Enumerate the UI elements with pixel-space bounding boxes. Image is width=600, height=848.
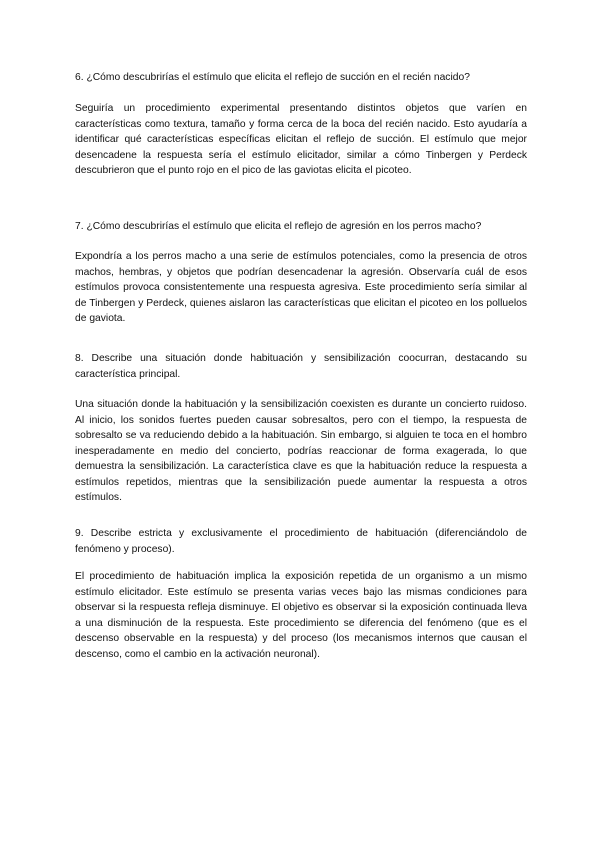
question-6: 6. ¿Cómo descubrirías el estímulo que elicita el reflejo de succión en el recién nacido?: [75, 72, 470, 83]
answer-6: Seguiría un procedimiento experimental presentando distintos objetos que varíen en características como textura, tamaño y forma cerca de la boca del recién nacido. Esto ayudaría a identificar qué características específicas elicitan el reflejo de succión. El estímulo que mejor desencadene la respuesta sería el estímulo elicitador, similar a cómo Tinbergen y Perdeck descubrieron que el punto rojo en el pico de las gaviotas elicita el picoteo.: [75, 103, 527, 176]
answer-8: Una situación donde la habituación y la sensibilización coexisten es durante un concierto ruidoso. Al inicio, los sonidos fuertes pueden causar sobresaltos, pero con el tiempo, la respuesta de sobresalto se va reduciendo debido a la habituación. Sin embargo, si alguien te toca en el hombro inesperadamente en medio del concierto, podrías reaccionar de forma exagerada, lo que demuestra la sensibilización. La característica clave es que la habituación reduce la respuesta a estímulos repetidos, mientras que la sensibilización puede aumentar la respuesta a otros estímulos.: [75, 399, 527, 503]
question-7: 7. ¿Cómo descubrirías el estímulo que elicita el reflejo de agresión en los perros macho?: [75, 221, 482, 232]
question-9: 9. Describe estricta y exclusivamente el procedimiento de habituación (diferenciándolo de fenómeno y proceso).: [75, 528, 527, 555]
answer-7: Expondría a los perros macho a una serie de estímulos potenciales, como la presencia de otros machos, hembras, y objetos que podrían desencadenar la agresión. Observaría cuál de esos estímulos provoca consistentemente una respuesta agresiva. Este procedimiento sería similar al de Tinbergen y Perdeck, quienes aislaron las características que elicitan el picoteo en los polluelos de gaviota.: [75, 251, 527, 324]
question-8: 8. Describe una situación donde habituación y sensibilización coocurran, destacando su característica principal.: [75, 353, 527, 380]
answer-9: El procedimiento de habituación implica la exposición repetida de un organismo a un mismo estímulo elicitador. Este estímulo se presenta varias veces bajo las mismas condiciones para observar si la respuesta refleja disminuye. El objetivo es observar si la exposición continuada lleva a una disminución de la respuesta. Este procedimiento se diferencia del fenómeno (que es el descenso observable en la respuesta) y del proceso (los mecanismos internos que causan el descenso, como el cambio en la activación neuronal).: [75, 571, 527, 660]
